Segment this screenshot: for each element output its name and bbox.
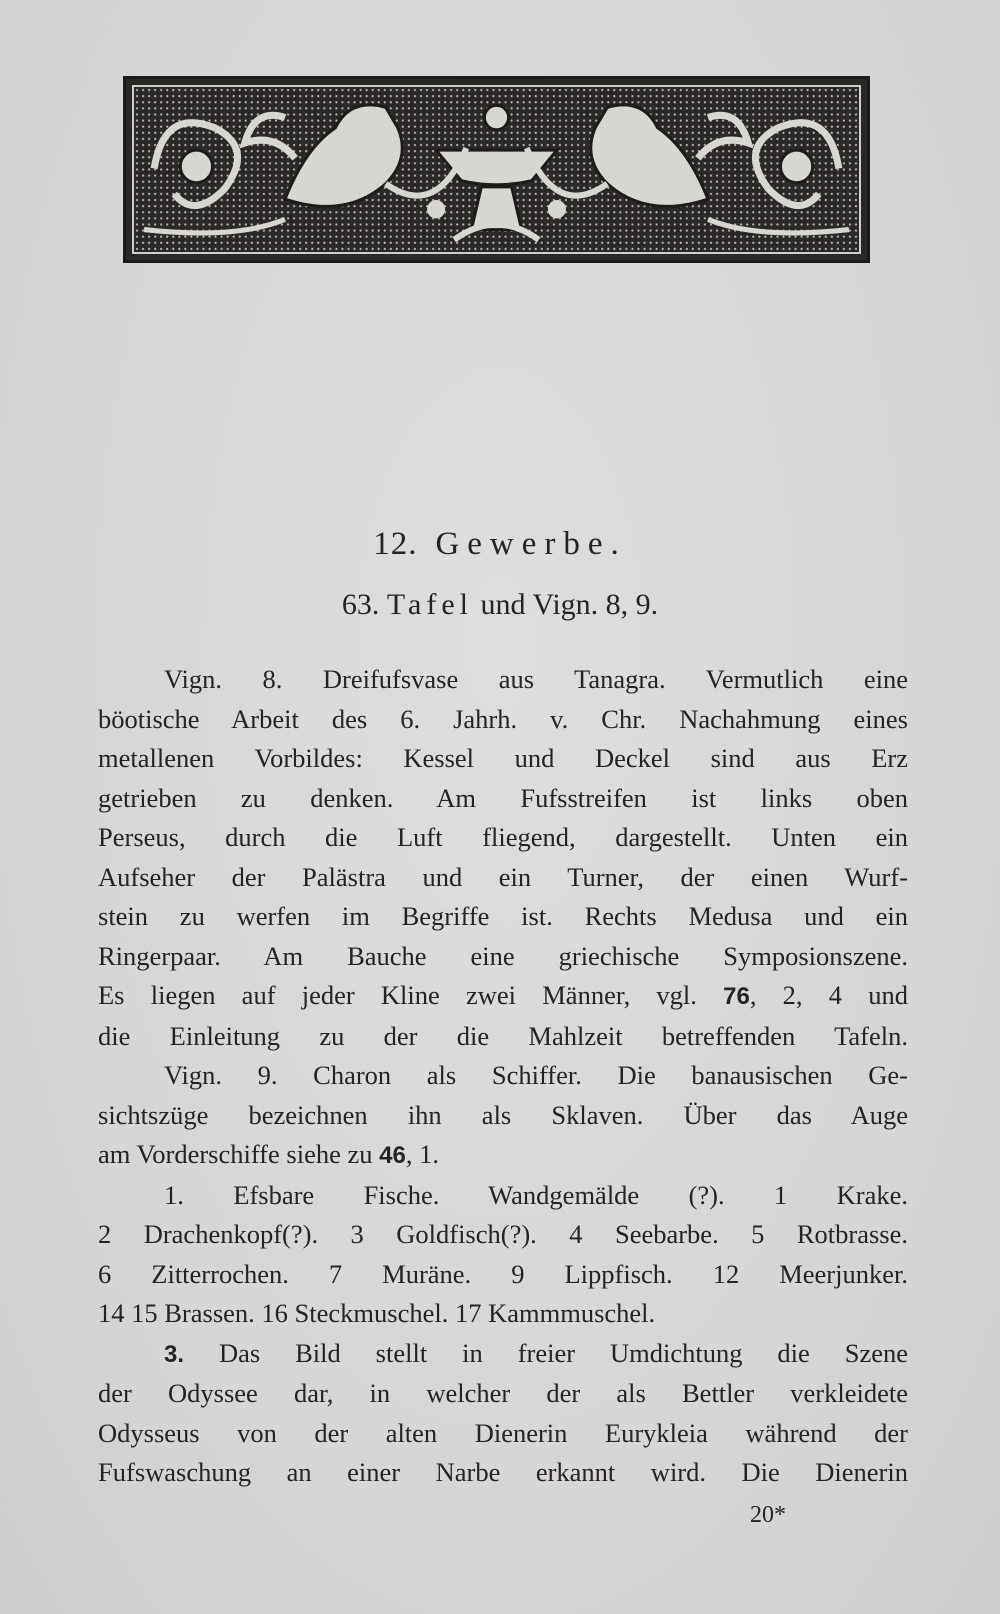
plate-heading: 63. Tafel und Vign. 8, 9. xyxy=(341,588,659,621)
text-line: Aufseher der Palästra und ein Turner, der einen Wurf- xyxy=(98,861,908,892)
text-line: Odysseus von der alten Dienerin Eurykleia während der xyxy=(98,1417,908,1448)
text-line: 14 15 Brassen. 16 Steckmuschel. 17 Kammmuschel. xyxy=(98,1298,656,1328)
paragraph-vign-8 xyxy=(98,660,908,1056)
text-line: sichtszüge bezeichnen ihn als Sklaven. Über das Auge xyxy=(98,1099,908,1130)
text-line: getrieben zu denken. Am Fufsstreifen ist links oben xyxy=(98,782,908,813)
text-line: Perseus, durch die Luft fliegend, dargestellt. Unten ein xyxy=(98,822,908,852)
body-text xyxy=(98,660,908,1493)
text-line: 1. Efsbare Fische. Wandgemälde (?). 1 Krake. xyxy=(164,1179,908,1210)
text-line: der Odyssee dar, in welcher der als Bettler verkleidete xyxy=(98,1378,908,1408)
text-line: böotische Arbeit des 6. Jahrh. v. Chr. Nachahmung eines xyxy=(98,703,908,734)
text-line: 6 Zitterrochen. 7 Muräne. 9 Lippfisch. 12 Meerjunker. xyxy=(98,1258,908,1289)
text-line: metallenen Vorbildes: Kessel und Deckel sind aus Erz xyxy=(98,743,908,773)
paragraph-fish xyxy=(98,1176,908,1334)
paragraph-odyssey xyxy=(98,1334,908,1493)
text-line: die Einleitung zu der die Mahlzeit betreffenden Tafeln. xyxy=(98,1020,908,1051)
signature-mark: 20* xyxy=(750,1502,786,1528)
chapter-heading: 12. Gewerbe. xyxy=(373,526,627,562)
paragraph-vign-9 xyxy=(98,1056,908,1176)
text-line: Es liegen auf jeder Kline zwei Männer, vgl. 76, 2, 4 und xyxy=(98,980,908,1010)
text-line: am Vorderschiffe siehe zu 46, 1. xyxy=(98,1139,439,1169)
ornamental-vignette xyxy=(123,76,870,263)
griffin-ornament-icon xyxy=(134,87,859,252)
text-line: 2 Drachenkopf(?). 3 Goldfisch(?). 4 Seebarbe. 5 Rotbrasse. xyxy=(98,1219,908,1249)
text-line: Vign. 9. Charon als Schiffer. Die banausischen Ge- xyxy=(164,1060,908,1090)
text-line: 3. Das Bild stellt in freier Umdichtung die Szene xyxy=(164,1337,908,1368)
text-line: Vign. 8. Dreifufsvase aus Tanagra. Vermutlich eine xyxy=(164,664,908,694)
text-line: Ringerpaar. Am Bauche eine griechische Symposionszene. xyxy=(98,940,908,971)
text-line: Fufswaschung an einer Narbe erkannt wird. Die Dienerin xyxy=(98,1457,908,1487)
text-line: stein zu werfen im Begriffe ist. Rechts Medusa und ein xyxy=(98,901,908,931)
